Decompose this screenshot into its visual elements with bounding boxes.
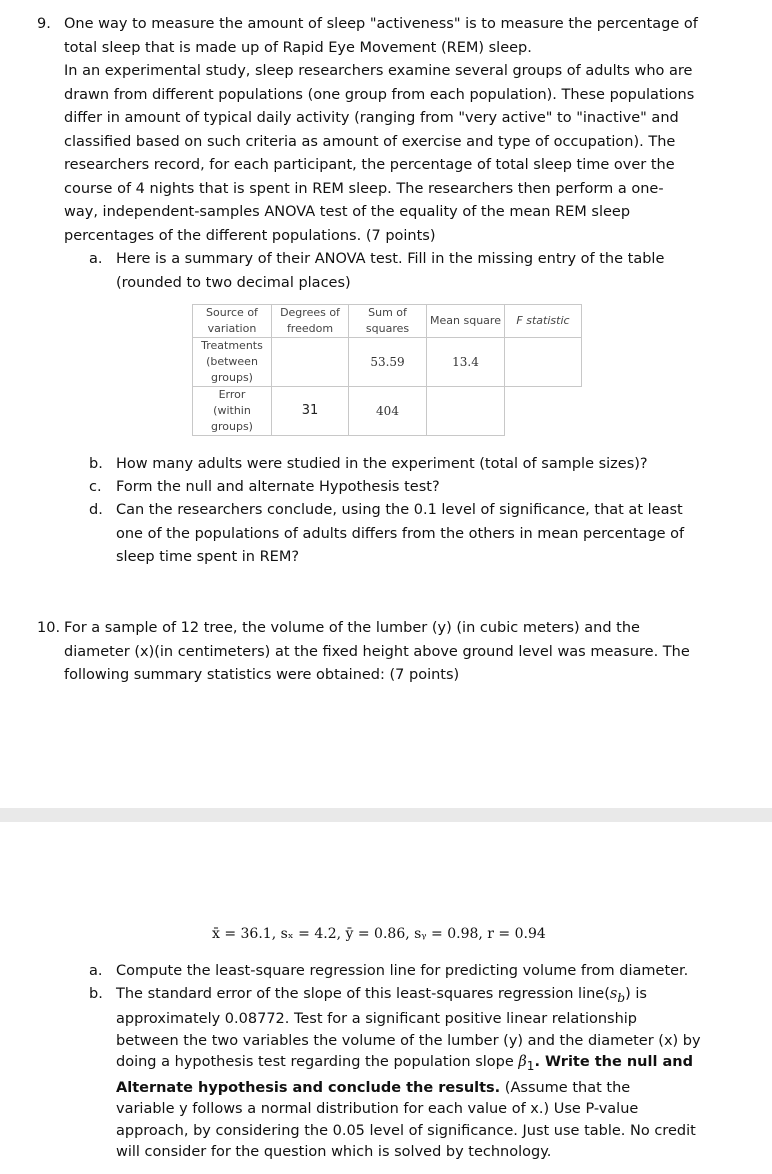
text-run-bold: Alternate hypothesis and conclude the results.: [116, 1079, 501, 1096]
question-9-intro: [64, 13, 764, 248]
part-d-line: Can the researchers conclude, using the 0.1 level of significance, that at least: [116, 502, 683, 518]
question-10-intro: [64, 617, 764, 688]
intro-line: researchers record, for each participant, the percentage of total sleep time over the: [64, 157, 675, 173]
anova-table: [192, 304, 582, 436]
q9-part-b-text: How many adults were studied in the experiment (total of sample sizes)?: [116, 456, 648, 472]
intro-line: classified based on such criteria as amount of exercise and type of occupation). The: [64, 133, 676, 150]
cell-ss: 53.59: [349, 338, 427, 387]
part-b-line: [116, 1078, 766, 1100]
header-line: Sum of: [368, 306, 407, 319]
text-run: (Assume that the: [500, 1079, 631, 1096]
intro-line: For a sample of 12 tree, the volume of the lumber (y) (in cubic meters) and the: [64, 620, 640, 636]
text-run-bold: Write the null and: [540, 1054, 693, 1071]
part-a-line: Here is a summary of their ANOVA test. Fill in the missing entry of the table: [116, 251, 665, 267]
cell-f[interactable]: [505, 338, 582, 387]
part-d-line: sleep time spent in REM?: [116, 549, 300, 565]
table-row: [193, 338, 582, 387]
q9-part-c-text: Form the null and alternate Hypothesis test?: [116, 479, 440, 495]
header-line: variation: [207, 322, 257, 335]
intro-line: One way to measure the amount of sleep "activeness" is to measure the percentage of: [64, 16, 698, 32]
text-run: .: [534, 1054, 540, 1071]
header-line: F statistic: [516, 314, 570, 327]
math-subscript: 1: [526, 1059, 535, 1074]
header-line: Source of: [206, 306, 258, 319]
header-line: Degrees of: [280, 306, 340, 319]
q9-part-a-letter: a.: [89, 251, 103, 267]
header-f: [505, 305, 582, 338]
header-source: [193, 305, 272, 338]
intro-line: diameter (x)(in centimeters) at the fixed height above ground level was measure. The: [64, 643, 690, 660]
intro-line: percentages of the different populations. (7 points): [64, 227, 436, 244]
source-line: groups): [211, 420, 253, 433]
header-line: squares: [365, 322, 410, 335]
source-line: Error: [218, 388, 246, 401]
text-run: The standard error of the slope of this least-squares regression line(: [116, 986, 610, 1002]
cell-ms: 13.4: [427, 338, 505, 387]
q9-part-c-letter: c.: [89, 479, 102, 495]
header-line: Mean square: [430, 314, 501, 327]
q10-part-a-letter: a.: [89, 963, 103, 979]
cell-df: 31: [272, 387, 349, 436]
q9-part-b-letter: b.: [89, 456, 103, 472]
source-line: (within: [213, 404, 251, 417]
header-line: freedom: [286, 322, 334, 335]
cell-source: [193, 387, 272, 436]
cell-source: [193, 338, 272, 387]
math-subscript: b: [617, 990, 626, 1005]
intro-line: total sleep that is made up of Rapid Eye Movement (REM) sleep.: [64, 39, 532, 56]
q10-part-b-text: [116, 984, 766, 1164]
question-10-number: 10.: [37, 620, 61, 636]
part-d-line: one of the populations of adults differs from the others in mean percentage of: [116, 525, 685, 542]
intro-line: In an experimental study, sleep researchers examine several groups of adults who are: [64, 63, 693, 79]
part-b-line: approach, by considering the 0.05 level of significance. Just use table. No credit: [116, 1122, 696, 1139]
intro-line: course of 4 nights that is spent in REM sleep. The researchers then perform a one-: [64, 180, 664, 197]
part-b-line: [116, 1052, 766, 1077]
q10-part-b-letter: b.: [89, 986, 103, 1002]
q9-part-a-text: [116, 248, 756, 295]
header-df: [272, 305, 349, 338]
cell-ss: 404: [349, 387, 427, 436]
part-b-line: approximately 0.08772. Test for a significant positive linear relationship: [116, 1011, 638, 1028]
q9-part-d-letter: d.: [89, 502, 103, 518]
intro-line: drawn from different populations (one group from each population). These populations: [64, 86, 695, 103]
cell-df[interactable]: [272, 338, 349, 387]
source-line: groups): [211, 371, 253, 384]
intro-line: following summary statistics were obtained: (7 points): [64, 667, 460, 683]
part-b-line: will consider for the question which is solved by technology.: [116, 1144, 552, 1161]
summary-statistics-formula: x̄ = 36.1, sₓ = 4.2, ȳ = 0.86, sᵧ = 0.98, r = 0.94: [212, 926, 546, 942]
math-symbol: s: [609, 986, 618, 1002]
table-row: [193, 387, 582, 436]
part-b-line: between the two variables the volume of the lumber (y) and the diameter (x) by: [116, 1032, 701, 1049]
q10-part-a-text: Compute the least-square regression line for predicting volume from diameter.: [116, 963, 689, 979]
intro-line: differ in amount of typical daily activity (ranging from "very active" to "inactive" and: [64, 110, 679, 126]
table-header-row: [193, 305, 582, 338]
cell-ms[interactable]: [427, 387, 505, 436]
part-b-line: [116, 984, 766, 1009]
text-run: ) is: [625, 986, 647, 1002]
source-line: Treatments: [201, 339, 263, 352]
page-divider: [0, 808, 772, 822]
header-ms: [427, 305, 505, 338]
text-run: doing a hypothesis test regarding the population slope: [116, 1054, 519, 1071]
source-line: (between: [206, 355, 258, 368]
q9-part-d-text: [116, 499, 756, 570]
cell-f: [505, 387, 582, 436]
part-a-line: (rounded to two decimal places): [116, 274, 351, 291]
part-b-line: variable y follows a normal distribution for each value of x.) Use P-value: [116, 1101, 639, 1118]
header-ss: [349, 305, 427, 338]
math-symbol: β: [518, 1054, 527, 1071]
question-9-number: 9.: [37, 16, 51, 32]
intro-line: way, independent-samples ANOVA test of the equality of the mean REM sleep: [64, 204, 631, 220]
